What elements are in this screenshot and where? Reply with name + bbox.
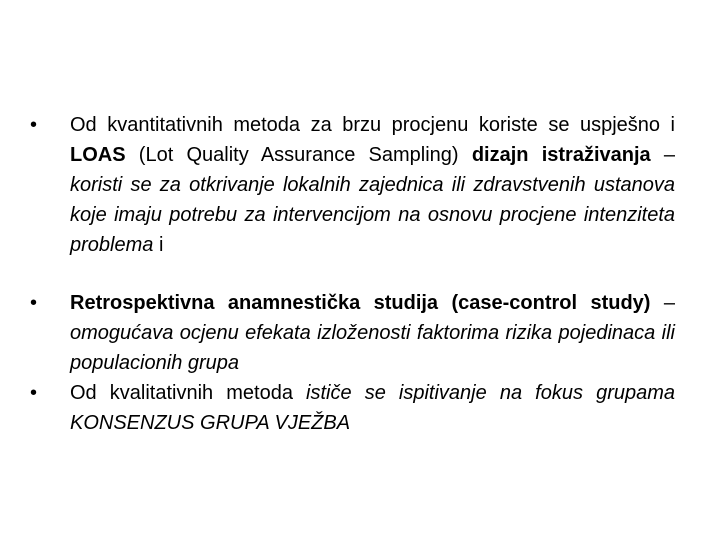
text-design: dizajn istraživanja	[471, 144, 651, 166]
bullet-item-qualitative	[30, 378, 675, 438]
bullet-item-case-control	[30, 288, 675, 378]
text-dash: –	[650, 144, 676, 166]
text-study-type: Retrospektivna anamnestička studija (case-control study)	[70, 292, 651, 314]
text-focus-groups: ističe se ispitivanje na fokus grupama KONSENZUS GRUPA VJEŽBA	[70, 382, 676, 434]
text-dash: –	[650, 292, 675, 314]
bullet-list	[30, 110, 675, 438]
text-intro: Od kvantitativnih metoda za brzu procjenu koriste se uspješno i	[70, 114, 675, 136]
text-qualitative-intro: Od kvalitativnih metoda	[70, 382, 307, 404]
bullet-marker: •	[30, 382, 38, 404]
text-loas: LOAS	[70, 144, 126, 166]
text-loas-expansion: (Lot Quality Assurance Sampling)	[125, 144, 472, 166]
bullet-marker: •	[30, 114, 38, 136]
bullet-marker: •	[30, 292, 38, 314]
text-study-description: omogućava ocjenu efekata izloženosti faktorima rizika pojedinaca ili populacionih grupa	[70, 322, 675, 374]
bullet-item-loas	[30, 110, 675, 260]
text-trailing: i	[153, 234, 164, 256]
text-purpose: koristi se za otkrivanje lokalnih zajednica ili zdravstvenih ustanova koje imaju potrebu za intervencijom na osnovu procjene intenziteta problema	[70, 174, 675, 256]
